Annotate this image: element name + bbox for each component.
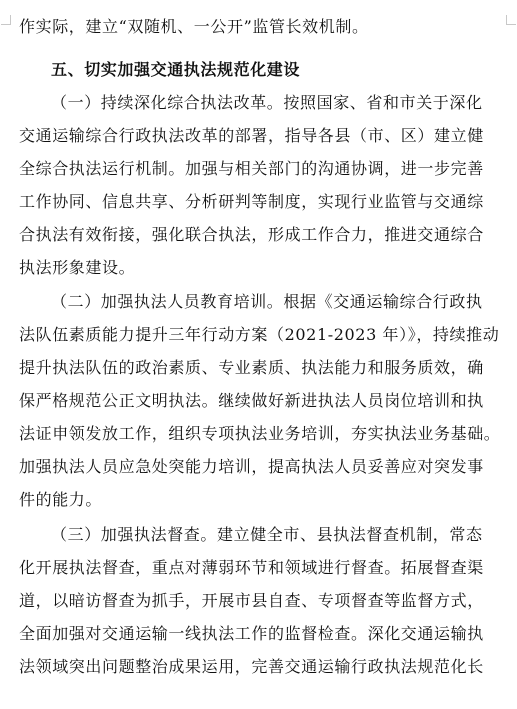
body-line: 加强执法人员应急处突能力培训，提高执法人员妥善应对突发事 <box>19 457 484 476</box>
body-line: 保严格规范公正文明执法。继续做好新进执法人员岗位培训和执 <box>19 391 484 410</box>
paragraph-first-line: （三）加强执法督查。建立健全市、县执法督查机制，常态 <box>51 525 483 544</box>
body-line: 法证申领发放工作，组织专项执法业务培训，夯实执法业务基础。 <box>19 424 501 443</box>
body-line: 化开展执法督查，重点对薄弱环节和领域进行督查。拓展督查渠 <box>19 558 484 577</box>
paragraph-first-line: （一）持续深化综合执法改革。按照国家、省和市关于深化 <box>51 93 483 112</box>
body-line: 法领域突出问题整治成果运用，完善交通运输行政执法规范化长 <box>19 657 484 676</box>
body-line: 执法形象建设。 <box>19 258 136 277</box>
body-line: 工作协同、信息共享、分析研判等制度，实现行业监管与交通综 <box>19 192 484 211</box>
paragraph-first-line: （二）加强执法人员教育培训。根据《交通运输综合行政执 <box>51 292 483 311</box>
body-line: 全面加强对交通运输一线执法工作的监督检查。深化交通运输执 <box>19 624 484 643</box>
page-corner-mark-top-left <box>1 15 11 25</box>
body-line: 交通运输综合行政执法改革的部署，指导各县（市、区）建立健 <box>19 126 484 145</box>
section-heading: 五、切实加强交通执法规范化建设 <box>51 60 301 79</box>
body-line: 提升执法队伍的政治素质、专业素质、执法能力和服务质效，确 <box>19 358 484 377</box>
body-line: 道，以暗访督查为抓手，开展市县自查、专项督查等监督方式， <box>19 591 484 610</box>
body-line: 件的能力。 <box>19 490 103 509</box>
body-line: 全综合执法运行机制。加强与相关部门的沟通协调，进一步完善 <box>19 159 484 178</box>
body-line: 作实际，建立“双随机、一公开”监管长效机制。 <box>19 17 369 36</box>
page-corner-mark-top-right <box>506 15 516 25</box>
body-line: 法队伍素质能力提升三年行动方案（2021-2023 年）》，持续推动 <box>19 325 500 344</box>
body-line: 合执法有效衔接，强化联合执法，形成工作合力，推进交通综合 <box>19 225 484 244</box>
